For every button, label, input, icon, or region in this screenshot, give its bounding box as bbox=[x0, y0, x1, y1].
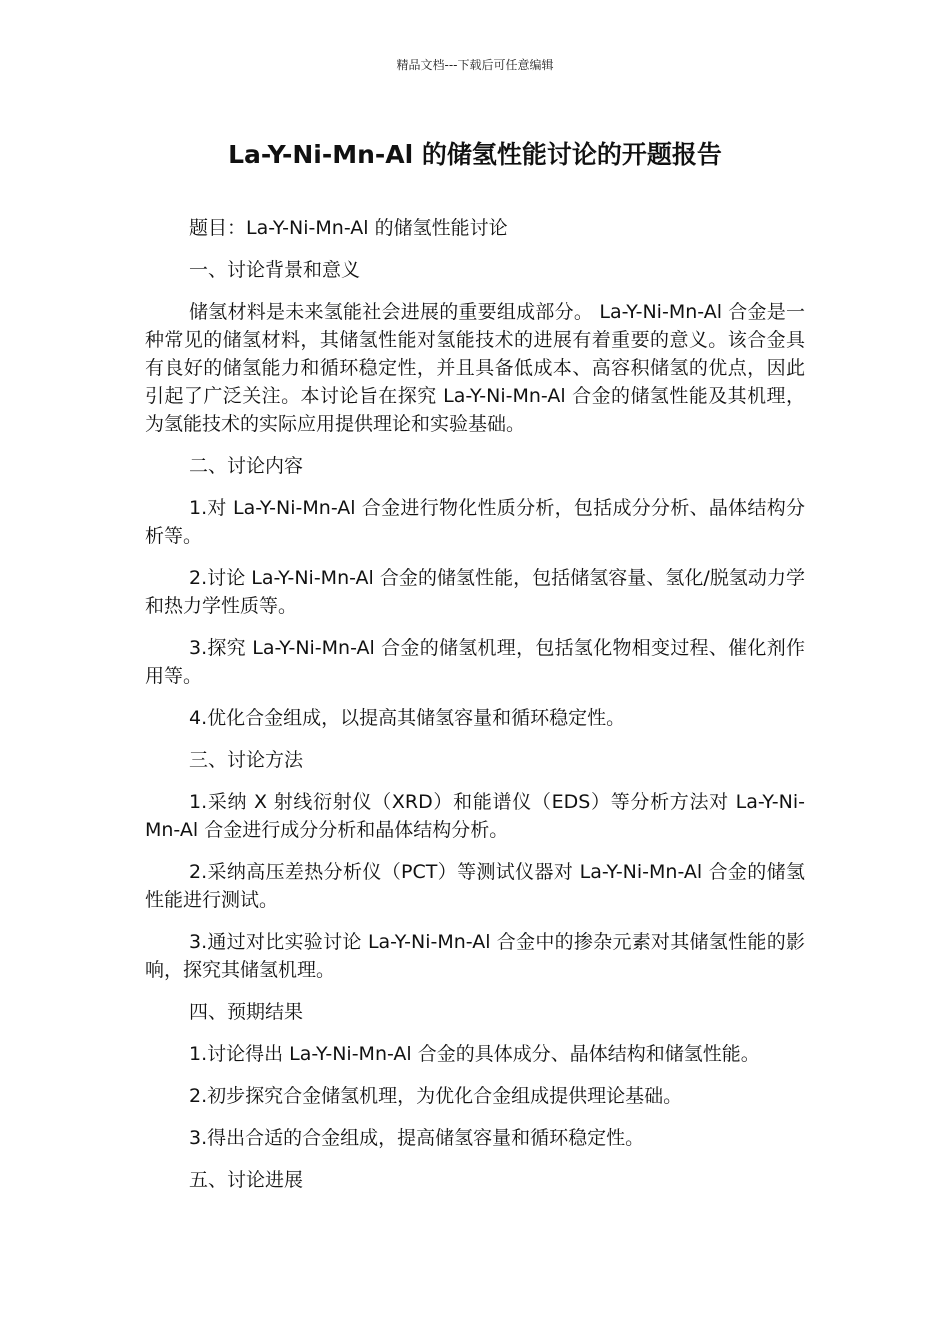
result-item-2: 2.初步探究合金储氢机理，为优化合金组成提供理论基础。 bbox=[189, 1085, 683, 1107]
section-heading-content: 二、讨论内容 bbox=[189, 455, 304, 477]
content-item-2: 2.讨论 La-Y-Ni-Mn-Al 合金的储氢性能，包括储氢容量、氢化/脱氢动力学和热力学性质等。 bbox=[145, 567, 805, 617]
result-item-1: 1.讨论得出 La-Y-Ni-Mn-Al 合金的具体成分、晶体结构和储氢性能。 bbox=[189, 1043, 760, 1065]
content-item-4: 4.优化合金组成，以提高其储氢容量和循环稳定性。 bbox=[189, 707, 626, 729]
document-body bbox=[145, 214, 805, 1208]
result-item-3: 3.得出合适的合金组成，提高储氢容量和循环稳定性。 bbox=[189, 1127, 645, 1149]
section-heading-progress: 五、讨论进展 bbox=[189, 1169, 304, 1191]
content-item-1: 1.对 La-Y-Ni-Mn-Al 合金进行物化性质分析，包括成分分析、晶体结构分析等。 bbox=[145, 497, 805, 547]
section-heading-methods: 三、讨论方法 bbox=[189, 749, 304, 771]
document-title: La-Y-Ni-Mn-Al 的储氢性能讨论的开题报告 bbox=[228, 140, 722, 169]
method-item-2: 2.采纳高压差热分析仪（PCT）等测试仪器对 La-Y-Ni-Mn-Al 合金的储氢性能进行测试。 bbox=[145, 861, 805, 911]
paragraph-background: 储氢材料是未来氢能社会进展的重要组成部分。 La-Y-Ni-Mn-Al 合金是一种常见的储氢材料，其储氢性能对氢能技术的进展有着重要的意义。该合金具有良好的储氢能力和循环稳定性，并且具备低成本、高容积储氢的优点，因此引起了广泛关注。本讨论旨在探究 La-Y-Ni-Mn-Al 合金的储氢性能及其机理，为氢能技术的实际应用提供理论和实验基础。 bbox=[145, 301, 805, 435]
method-item-1: 1.采纳 X 射线衍射仪（XRD）和能谱仪（EDS）等分析方法对 La-Y-Ni-Mn-Al 合金进行成分分析和晶体结构分析。 bbox=[145, 791, 805, 841]
header-note: 精品文档---下载后可任意编辑 bbox=[396, 58, 554, 72]
topic-line: 题目：La-Y-Ni-Mn-Al 的储氢性能讨论 bbox=[189, 217, 508, 239]
content-item-3: 3.探究 La-Y-Ni-Mn-Al 合金的储氢机理，包括氢化物相变过程、催化剂作用等。 bbox=[145, 637, 805, 687]
section-heading-results: 四、预期结果 bbox=[189, 1001, 304, 1023]
method-item-3: 3.通过对比实验讨论 La-Y-Ni-Mn-Al 合金中的掺杂元素对其储氢性能的影响，探究其储氢机理。 bbox=[145, 931, 805, 981]
section-heading-background: 一、讨论背景和意义 bbox=[189, 259, 361, 281]
